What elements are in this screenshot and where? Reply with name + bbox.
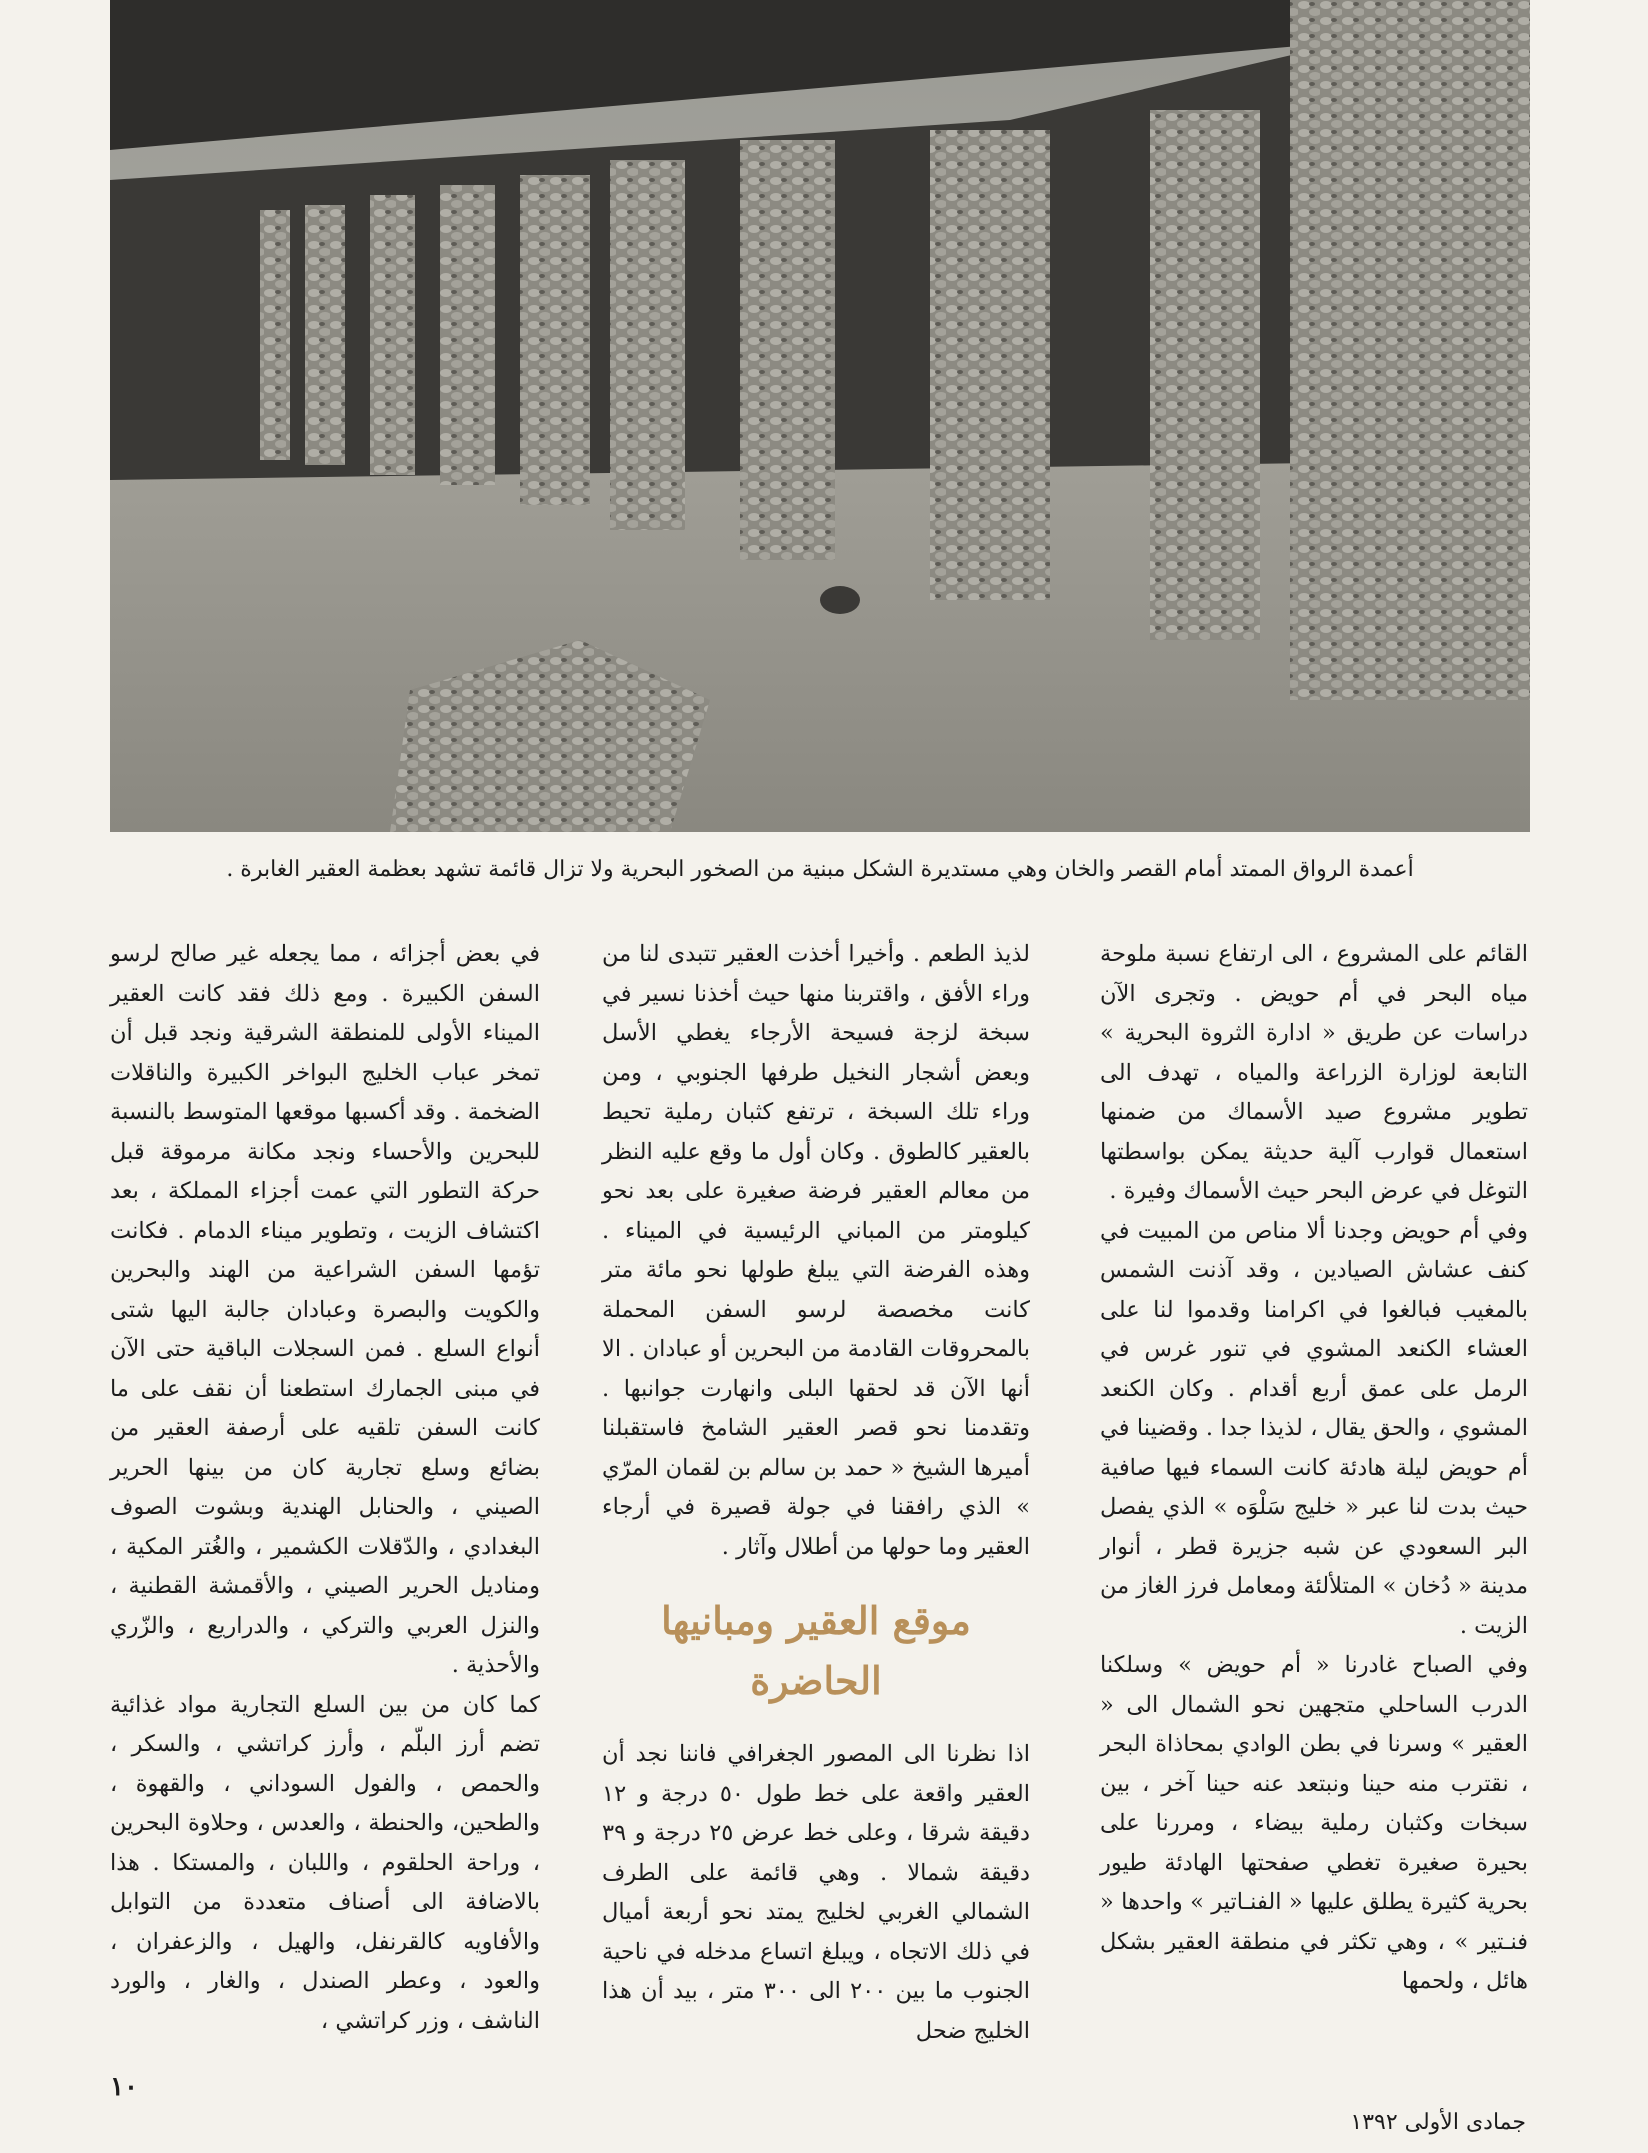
page-number: ١٠	[110, 2072, 138, 2102]
paragraph: القائم على المشروع ، الى ارتفاع نسبة ملوحة مياه البحر في أم حويض . وتجرى الآن دراسات عن طريق « ادارة الثروة البحرية » التابعة لوزارة الزراعة والمياه ، تهدف الى تطوير مشروع صيد الأسماك من ضمنها استعمال قوارب آلية حديثة يمكن بواسطتها التوغل في عرض البحر حيث الأسماك وفيرة .	[1100, 941, 1528, 1204]
issue-date-footer: جمادى الأولى ١٣٩٢	[1350, 2110, 1526, 2135]
paragraph: كما كان من بين السلع التجارية مواد غذائية تضم أرز البلّم ، وأرز كراتشي ، والسكر ، والحمص ، والفول السوداني ، والقهوة ، والطحين، والحنطة ، والعدس ، وحلاوة البحرين ، وراحة الحلقوم ، واللبان ، والمستكا . هذا بالاضافة الى أصناف متعددة من التوابل والأفاويه كالقرنفل، والهيل ، والزعفران ، والعود ، وعطر الصندل ، والغار ، والورد الناشف ، وزر كراتشي ،	[110, 1691, 540, 2034]
text-column-middle	[602, 935, 1030, 2051]
ruins-photo	[110, 0, 1530, 832]
paragraph: في بعض أجزائه ، مما يجعله غير صالح لرسو السفن الكبيرة . ومع ذلك فقد كانت العقير الميناء الأولى للمنطقة الشرقية ونجد قبل أن تمخر عباب الخليج البواخر الكبيرة والناقلات الضخمة . وقد أكسبها موقعها المتوسط بالنسبة للبحرين والأحساء ونجد مكانة مرموقة قبل حركة التطور التي عمت أجزاء المملكة ، بعد اكتشاف الزيت ، وتطوير ميناء الدمام . فكانت تؤمها السفن الشراعية من الهند والبحرين والكويت والبصرة وعبادان جالبة اليها شتى أنواع السلع . فمن السجلات الباقية حتى الآن في مبنى الجمارك استطعنا أن نقف على ما كانت السفن تلقيه على أرصفة العقير من بضائع وسلع تجارية كان من بينها الحرير الصيني ، والحنابل الهندية وبشوت الصوف البغدادي ، والدّقلات الكشمير ، والغُتر المكية ، ومناديل الحرير الصيني ، والأقمشة القطنية ، والنزل العربي والتركي ، والدراريع ، والزّري والأحذية .	[110, 941, 540, 1678]
photo-icon	[110, 0, 1530, 832]
photo-caption: أعمدة الرواق الممتد أمام القصر والخان وهي مستديرة الشكل مبنية من الصخور البحرية ولا تزال قائمة تشهد بعظمة العقير الغابرة .	[226, 857, 1414, 882]
paragraph: لذيذ الطعم . وأخيرا أخذت العقير تتبدى لنا من وراء الأفق ، واقتربنا منها حيث أخذنا نسير في سبخة لزجة فسيحة الأرجاء يغطي الأسل وبعض أشجار النخيل طرفها الجنوبي ، ومن وراء تلك السبخة ، ترتفع كثبان رملية تحيط بالعقير كالطوق . وكان أول ما وقع عليه النظر من معالم العقير فرضة صغيرة على بعد نحو كيلومتر من المباني الرئيسية في الميناء . وهذه الفرضة التي يبلغ طولها نحو مائة متر كانت مخصصة لرسو السفن المحملة بالمحروقات القادمة من البحرين أو عبادان . الا أنها الآن قد لحقها البلى وانهارت جوانبها . وتقدمنا نحو قصر العقير الشامخ فاستقبلنا أميرها الشيخ « حمد بن سالم بن لقمان المرّي » الذي رافقنا في جولة قصيرة في أرجاء العقير وما حولها من أطلال وآثار .	[602, 941, 1030, 1560]
paragraph: اذا نظرنا الى المصور الجغرافي فاننا نجد أن العقير واقعة على خط طول ٥٠ درجة و ١٢ دقيقة شرقا ، وعلى خط عرض ٢٥ درجة و ٣٩ دقيقة شمالا . وهي قائمة على الطرف الشمالي الغربي لخليج يمتد نحو أربعة أميال في ذلك الاتجاه ، ويبلغ اتساع مدخله في ناحية الجنوب ما بين ٢٠٠ الى ٣٠٠ متر ، بيد أن هذا الخليج ضحل	[602, 1741, 1030, 2044]
paragraph: وفي أم حويض وجدنا ألا مناص من المبيت في كنف عشاش الصيادين ، وقد آذنت الشمس بالمغيب فبالغوا في اكرامنا وقدموا لنا على العشاء الكنعد المشوي في تنور غرس في الرمل على عمق أربع أقدام . وكان الكنعد المشوي ، والحق يقال ، لذيذا جدا . وقضينا في أم حويض ليلة هادئة كانت السماء فيها صافية حيث بدت لنا عبر « خليج سَلْوَه » الذي يفصل البر السعودي عن شبه جزيرة قطر ، أنوار مدينة « دُخان » المتلألئة ومعامل فرز الغاز من الزيت .	[1100, 1217, 1528, 1639]
text-column-right	[1100, 935, 1528, 2002]
paragraph: وفي الصباح غادرنا « أم حويض » وسلكنا الدرب الساحلي متجهين نحو الشمال الى « العقير » وسرنا في بطن الوادي بمحاذاة البحر ، نقترب منه حينا ونبتعد عنه حينا آخر ، بين سبخات وكثبان رملية بيضاء ، ومررنا على بحيرة صغيرة تغطي صفحتها الهادئة طيور بحرية كثيرة يطلق عليها « الفنـاتير » واحدها « فنـتير » ، وهي تكثر في منطقة العقير بشكل هائل ، ولحمها	[1100, 1652, 1528, 1994]
text-column-left	[110, 935, 540, 2041]
section-heading: موقع العقير ومبانيها الحاضرة	[661, 1598, 971, 1703]
